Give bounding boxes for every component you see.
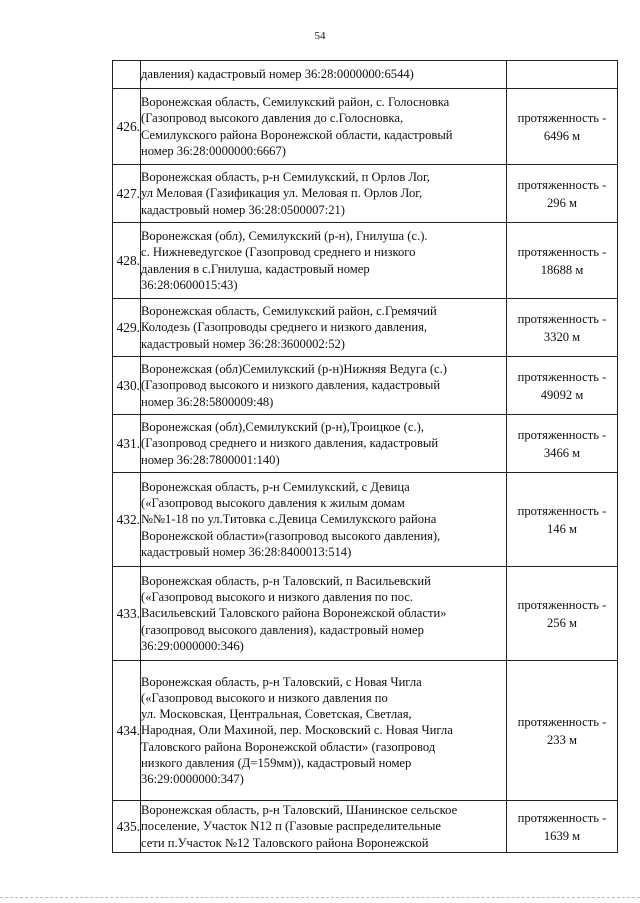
length-value: 3466 м [543, 445, 581, 460]
table-row [113, 61, 618, 89]
length-value: 146 м [546, 521, 577, 536]
description-line: Таловского района Воронежской области» (газопровод [141, 739, 436, 754]
object-description [141, 801, 507, 853]
object-description [141, 223, 507, 299]
table-row [113, 801, 618, 853]
length-cell [507, 473, 618, 567]
description-line: (газопровод высокого давления), кадастровый номер [141, 622, 424, 637]
row-number: 427. [113, 165, 141, 223]
description-line: Воронежская область, р-н Таловский, Шанинское сельское [141, 803, 458, 818]
description-line: ул. Московская, Центральная, Советская, Светлая, [141, 707, 412, 722]
row-number: 429. [113, 299, 141, 357]
object-description [141, 299, 507, 357]
table-row [113, 415, 618, 473]
length-cell [507, 801, 618, 853]
description-line: Воронежская (обл),Семилукский (р-н),Троицкое (с.), [141, 420, 424, 435]
description-line: (Газопровод высокого и низкого давления, кадастровый [141, 378, 441, 393]
description-line: поселение, Участок N12 п (Газовые распределительные [141, 819, 441, 834]
description-line: Воронежской области»(газопровод высокого давления), [141, 528, 441, 543]
length-cell [507, 89, 618, 165]
description-line: Колодезь (Газопроводы среднего и низкого давления, [141, 320, 428, 335]
table-row [113, 473, 618, 567]
description-line: Воронежская область, Семилукский район, с.Гремячий [141, 304, 437, 319]
description-line: 36:29:0000000:347) [141, 772, 244, 786]
description-line: номер 36:28:7800001:140) [141, 452, 280, 467]
length-label: протяженность - [517, 597, 607, 612]
table-row [113, 661, 618, 801]
row-number: 435. [113, 801, 141, 853]
length-value: 3320 м [543, 329, 581, 344]
table-row [113, 89, 618, 165]
table-row [113, 223, 618, 299]
description-line: давления в с.Гнилуша, кадастровый номер [141, 261, 370, 276]
object-description [141, 165, 507, 223]
length-cell [507, 357, 618, 415]
table-row [113, 567, 618, 661]
description-line: Воронежская (обл)Семилукский (р-н)Нижняя Ведуга (с.) [141, 362, 447, 377]
length-cell [507, 61, 618, 89]
description-line: №№1-18 по ул.Титовка с.Девица Семилукского района [141, 512, 437, 527]
length-label: протяженность - [517, 177, 607, 192]
row-number: 428. [113, 223, 141, 299]
length-label: протяженность - [517, 369, 607, 384]
page-bottom-edge [0, 897, 640, 899]
object-description [141, 61, 507, 89]
length-cell [507, 661, 618, 801]
length-cell [507, 165, 618, 223]
description-line: сети п.Участок №12 Таловского района Воронежской [141, 835, 429, 850]
table-row [113, 299, 618, 357]
description-line: 36:29:0000000:346) [141, 638, 244, 653]
description-line: Воронежская область, р-н Семилукский, с Девица [141, 479, 410, 494]
description-line: (Газопровод среднего и низкого давления, кадастровый [141, 436, 439, 451]
description-line: Семилукского района Воронежской области, кадастровый [141, 127, 453, 142]
row-number [113, 61, 141, 89]
length-cell [507, 299, 618, 357]
description-line: номер 36:28:0000000:6667) [141, 143, 286, 158]
length-label: протяженность - [517, 503, 607, 518]
description-line: номер 36:28:5800009:48) [141, 394, 274, 409]
table-row [113, 165, 618, 223]
description-line: кадастровый номер 36:28:8400013:514) [141, 544, 352, 559]
description-line: Воронежская область, р-н Таловский, с Новая Чигла [141, 674, 422, 689]
description-line: кадастровый номер 36:28:3600002:52) [141, 336, 346, 351]
length-value: 6496 м [543, 128, 581, 143]
length-value: 296 м [546, 195, 577, 210]
description-line: давления) кадастровый номер 36:28:0000000:6544) [141, 67, 414, 82]
object-description [141, 415, 507, 473]
object-description [141, 567, 507, 661]
description-line: ул Меловая (Газификация ул. Меловая п. Орлов Лог, [141, 186, 423, 201]
description-line: Воронежская (обл), Семилукский (р-н), Гнилуша (с.). [141, 229, 428, 244]
length-value: 233 м [546, 732, 577, 747]
page-number: 54 [314, 30, 326, 42]
length-label: протяженность - [517, 311, 607, 326]
object-description [141, 89, 507, 165]
description-line: Воронежская область, р-н Семилукский, п Орлов Лог, [141, 170, 430, 185]
row-number: 434. [113, 661, 141, 801]
row-number: 433. [113, 567, 141, 661]
description-line: («Газопровод высокого и низкого давления по [141, 690, 388, 705]
table-row [113, 357, 618, 415]
length-label: протяженность - [517, 810, 607, 825]
row-number: 426. [113, 89, 141, 165]
objects-table [112, 60, 618, 853]
row-number: 430. [113, 357, 141, 415]
description-line: («Газопровод высокого и низкого давления по пос. [141, 590, 414, 605]
length-value: 18688 м [540, 262, 584, 277]
description-line: Васильевский Таловского района Воронежской области» [141, 606, 447, 621]
description-line: Народная, Оли Махиной, пер. Московский с. Новая Чигла [141, 723, 453, 738]
description-line: 36:28:0600015:43) [141, 277, 238, 292]
object-description [141, 357, 507, 415]
length-cell [507, 415, 618, 473]
length-cell [507, 223, 618, 299]
length-cell [507, 567, 618, 661]
description-line: (Газопровод высокого давления до с.Голосновка, [141, 111, 404, 126]
description-line: кадастровый номер 36:28:0500007:21) [141, 202, 346, 217]
length-label: протяженность - [517, 427, 607, 442]
description-line: Воронежская область, р-н Таловский, п Васильевский [141, 573, 431, 588]
description-line: Воронежская область, Семилукский район, с. Голосновка [141, 95, 450, 110]
length-label: протяженность - [517, 244, 607, 259]
length-value: 1639 м [543, 828, 581, 843]
length-label: протяженность - [517, 110, 607, 125]
object-description [141, 661, 507, 801]
length-value: 256 м [546, 615, 577, 630]
description-line: низкого давления (Д=159мм)), кадастровый номер [141, 755, 412, 770]
description-line: («Газопровод высокого давления к жилым домам [141, 496, 405, 511]
row-number: 432. [113, 473, 141, 567]
row-number: 431. [113, 415, 141, 473]
length-value: 49092 м [540, 387, 584, 402]
object-description [141, 473, 507, 567]
length-label: протяженность - [517, 714, 607, 729]
description-line: с. Нижневедугское (Газопровод среднего и низкого [141, 245, 416, 260]
